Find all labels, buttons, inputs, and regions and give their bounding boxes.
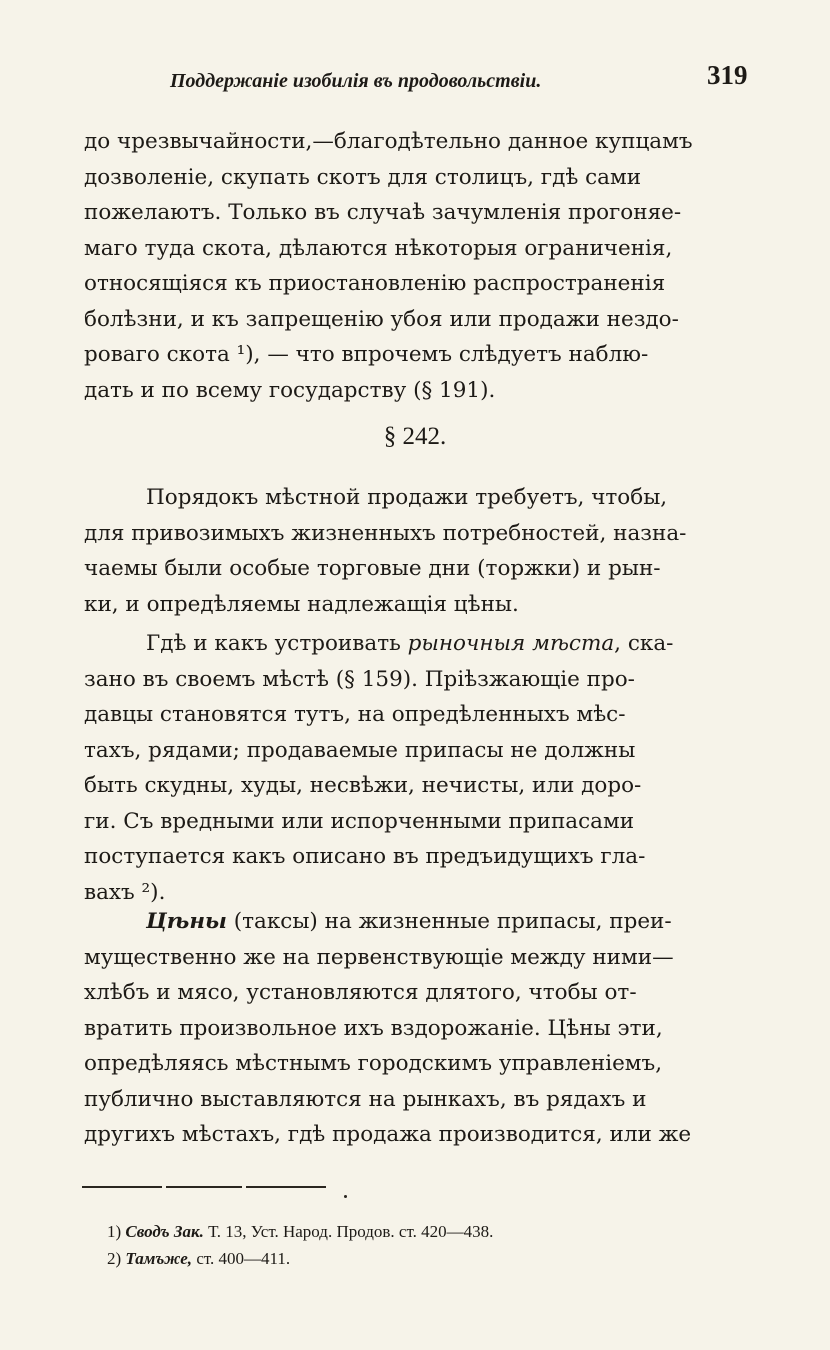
text-line: другихъ мѣстахъ, гдѣ продажа производится, или же [84, 1122, 692, 1147]
footnote-text: ст. 400—411. [192, 1249, 291, 1268]
page-number: 319 [707, 60, 748, 90]
text-line: болѣзни, и къ запрещенію убоя или продажи нездо- [84, 306, 679, 332]
text-line: публично выставляются на рынкахъ, въ рядахъ и [84, 1086, 647, 1112]
text-line: дать и по всему государству (§ 191). [84, 377, 496, 403]
text-line: зано въ своемъ мѣстѣ (§ 159). Пріѣзжающіе про- [84, 666, 635, 692]
footnote-marker: 2) [107, 1249, 122, 1268]
paragraph-2 [84, 480, 754, 622]
text-line: опредѣляясь мѣстнымъ городскимъ управленіемъ, [84, 1051, 663, 1076]
text-line: чаемы были особые торговые дни (торжки) и рын- [84, 556, 661, 581]
text-run: , ска- [614, 631, 674, 656]
text-line: пожелаютъ. Только въ случаѣ зачумленія прогоняе- [84, 200, 682, 225]
text-line: до чрезвычайности,—благодѣтельно данное купцамъ [84, 129, 693, 154]
text-run: Гдѣ и какъ устроивать [146, 631, 408, 656]
text-line: давцы становятся тутъ, на опредѣленныхъ мѣс- [84, 702, 626, 727]
print-speck [344, 1195, 347, 1198]
paragraph-3 [84, 626, 754, 910]
text-line: хлѣбъ и мясо, установляются длятого, чтобы от- [84, 980, 637, 1005]
footnote-1 [107, 1222, 493, 1242]
footnote-source: Сводъ Зак. [125, 1222, 204, 1241]
text-line: вахъ ²). [84, 879, 166, 905]
text-line: Порядокъ мѣстной продажи требуетъ, чтобы, [146, 485, 668, 510]
footnote-rule [82, 1186, 162, 1188]
text-line: быть скудны, худы, несвѣжи, нечисты, или доро- [84, 773, 642, 798]
text-run: (таксы) на жизненные припасы, преи- [226, 909, 672, 934]
text-line: роваго скота ¹), — что впрочемъ слѣдуетъ наблю- [84, 342, 649, 367]
text-line: ги. Съ вредными или испорченными припасами [84, 808, 635, 834]
text-line: для привозимыхъ жизненныхъ потребностей, назна- [84, 520, 687, 546]
paragraph-1 [84, 124, 754, 408]
footnote-source: Тамъже, [125, 1249, 193, 1268]
footnote-text: Т. 13, Уст. Народ. Продов. ст. 420—438. [203, 1222, 494, 1241]
footnote-marker: 1) [107, 1222, 122, 1241]
footnote-rule [246, 1186, 326, 1188]
text-line [84, 626, 754, 662]
text-line: вратить произвольное ихъ вздорожаніе. Цѣны эти, [84, 1015, 663, 1041]
text-line [84, 904, 754, 940]
running-head: Поддержаніе изобилія въ продовольствіи. [170, 70, 542, 92]
paragraph-4 [84, 904, 754, 1153]
text-line: мущественно же на первенствующіе между ними— [84, 944, 674, 970]
section-heading: § 242. [383, 423, 447, 450]
emphasis-text: Цѣны [146, 909, 227, 934]
footnote-rule [166, 1186, 242, 1188]
text-line: дозволеніе, скупать скотъ для столицъ, гдѣ сами [84, 164, 642, 190]
emphasis-text: рыночныя мѣста [407, 631, 615, 656]
text-line: поступается какъ описано въ предъидущихъ гла- [84, 844, 646, 869]
text-line: тахъ, рядами; продаваемые припасы не должны [84, 737, 636, 763]
text-line: относящіяся къ приостановленію распространенія [84, 271, 666, 296]
text-line: ки, и опредѣляемы надлежащія цѣны. [84, 591, 519, 617]
footnote-2 [107, 1249, 290, 1269]
text-line: маго туда скота, дѣлаются нѣкоторыя ограниченія, [84, 235, 673, 261]
